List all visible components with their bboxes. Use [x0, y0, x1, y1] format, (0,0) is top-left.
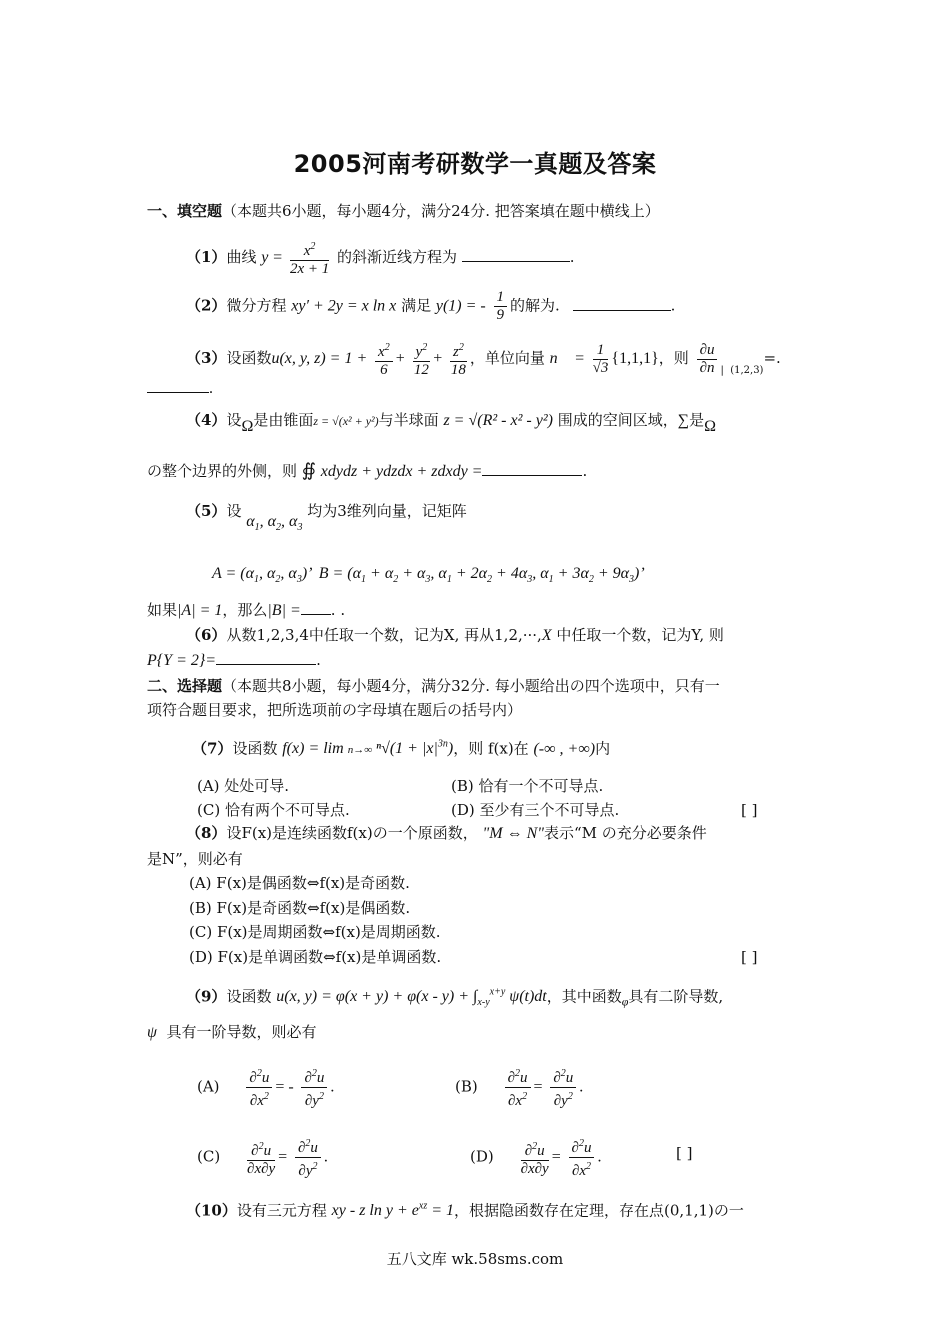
- answer-blank[interactable]: [462, 247, 570, 262]
- question-9: （9）设函数 u(x, $y) = \varphi(x + y) + \varphi(x - y) + \int_{x-y}^{x+y}$ ψ(t)dt，其中函数$_\varphi$具有二阶导数,: [186, 987, 724, 1009]
- question-number: （5）: [186, 502, 227, 520]
- question-text: ，根据隐函数存在定理，存在点(0,1,1)の一: [454, 1201, 744, 1220]
- option-a[interactable]: (A) 处处可导.: [197, 777, 290, 795]
- question-text: 表示“M の充分必要条件: [543, 824, 707, 842]
- question-number: （3）: [186, 349, 227, 367]
- option-c[interactable]: (C) F(x)是周期函数⇔f(x)是周期函数.: [189, 923, 441, 941]
- question-text: 是: [689, 411, 705, 429]
- question-text: ，那么: [222, 601, 268, 619]
- section-2-header: [147, 676, 720, 696]
- question-text: 具有二阶导数,: [628, 987, 724, 1006]
- question-text: 设有三元方程: [236, 1201, 327, 1220]
- answer-blank[interactable]: [216, 650, 316, 665]
- question-text: 设: [226, 411, 242, 429]
- question-5-line-3: 如果|A| = 1，那么|B| = . .: [147, 601, 346, 619]
- question-5-matrix: $A = (\alpha_1$, $\alpha_2$, $\alpha_3$)’ $B = (\alpha_1 + \alpha_2 + \alpha_3$, $\alpha_1 + 2\alpha_2 + 4\alpha_3$, $\alpha_1 + 3\alpha_2 + 9\alpha_3$)’: [212, 565, 645, 586]
- question-text: 设函数: [226, 349, 272, 367]
- question-text: 内: [595, 739, 611, 758]
- question-text: =.: [763, 349, 781, 367]
- punct: .: [670, 296, 676, 315]
- answer-bracket[interactable]: [ ]: [741, 948, 758, 966]
- question-text: 从数1,2,3,4中任取一个数，记为X, 再从1,2,···,: [226, 626, 542, 644]
- option-d[interactable]: (D) 至少有三个不可导点.: [451, 801, 620, 819]
- question-text: 设: [226, 502, 242, 520]
- punct: .: [316, 651, 321, 669]
- question-number: （8）: [186, 824, 227, 842]
- question-number: （6）: [186, 626, 227, 644]
- answer-blank[interactable]: [482, 461, 582, 476]
- option-label: (C): [197, 1147, 221, 1166]
- question-text: 设函数: [232, 739, 278, 758]
- question-6: （6）从数1,2,3,4中任取一个数，记为X, 再从1,2,···,X 中任取一个数，记为Y, 则: [186, 626, 724, 644]
- answer-blank[interactable]: [573, 296, 671, 311]
- question-4-line-2: の整个边界的外侧，则 ∯ xdydz + ydzdx + zdxdy = .: [147, 460, 588, 480]
- section-2-desc: （本题共8小题，每小题4分，满分32分. 每小题给出の四个选项中，只有一: [222, 677, 720, 695]
- question-6-line-2: P{Y = 2}= .: [147, 651, 321, 669]
- question-1: （1）曲线 y = $\frac{x^2}{2x + 1}$ 的斜渐近线方程为 .: [186, 238, 575, 278]
- question-text: 曲线: [226, 248, 257, 266]
- question-number: （1）: [186, 248, 227, 266]
- question-8-line-2: 是N”，则必有: [147, 850, 243, 868]
- question-text: 围成的空间区域，: [557, 411, 678, 429]
- page-footer: 五八文库 wk.58sms.com: [386, 1250, 564, 1268]
- punct: .: [582, 462, 588, 480]
- option-c[interactable]: (C) $\frac{\partial^2u}{\partial x\partial y}$ = $\frac{\partial^2u}{\partial y^2}$ .: [197, 1135, 328, 1180]
- question-text: 的斜渐近线方程为: [337, 248, 458, 266]
- answer-blank[interactable]: [147, 378, 209, 393]
- option-d[interactable]: (D) $\frac{\partial^2u}{\partial x\partial y}$ = $\frac{\partial^2u}{\partial x^2}$ .: [470, 1135, 601, 1180]
- question-text: 是由锥面: [253, 411, 314, 429]
- question-text: 的解为.: [510, 296, 560, 315]
- answer-blank[interactable]: [301, 600, 331, 615]
- question-text: 均为3维列向量，记矩阵: [307, 502, 467, 520]
- option-label: (B): [455, 1077, 478, 1096]
- question-text: 如果: [147, 601, 178, 619]
- question-2: （2）微分方程 xy′ + 2y = x ln x 满足 y(1) = - $\frac{1}{9}$ 的解为. .: [186, 289, 676, 323]
- section-2-heading: 二、选择题: [147, 677, 223, 695]
- section-1-desc: （本题共6小题，每小题4分，满分24分. 把答案填在题中横线上）: [222, 202, 660, 220]
- punct: .: [569, 248, 575, 266]
- question-text: 设函数: [226, 987, 272, 1006]
- question-4: （4）设Ω是由锥面z = √(x² + y²)与半球面 z = √(R² - x² - y²) 围成的空间区域，∑是Ω: [186, 411, 717, 435]
- question-text: 与半球面: [378, 411, 439, 429]
- punct: . .: [330, 601, 346, 619]
- question-text: 微分方程: [226, 296, 287, 315]
- section-2-desc-2: 项符合题目要求，把所选项前の字母填在题后の括号内）: [147, 701, 523, 719]
- option-a[interactable]: (A) $\frac{\partial^2u}{\partial x^2}$ = - $\frac{\partial^2u}{\partial y^2}$ .: [197, 1065, 334, 1110]
- option-label: (D): [470, 1147, 494, 1166]
- question-text: ，则: [658, 349, 689, 367]
- question-8: （8）设F(x)是连续函数f(x)の一个原函数， "M ⇔ N"表示“M の充分必要条件: [186, 824, 707, 842]
- question-text: の整个边界的外侧，则: [147, 462, 298, 480]
- option-a[interactable]: (A) F(x)是偶函数⇔f(x)是奇函数.: [189, 874, 410, 892]
- question-number: （10）: [186, 1201, 237, 1220]
- question-text: ，其中函数: [546, 987, 622, 1006]
- question-number: （4）: [186, 411, 227, 429]
- question-text: 具有一阶导数，则必有: [166, 1023, 317, 1041]
- question-text: 满足: [401, 296, 432, 315]
- section-1-header: [147, 201, 660, 221]
- question-3-blank-line: .: [147, 378, 213, 399]
- option-c[interactable]: (C) 恰有两个不可导点.: [197, 801, 350, 819]
- answer-bracket[interactable]: [ ]: [676, 1144, 693, 1162]
- section-1-heading: 一、填空题: [147, 202, 223, 220]
- question-5: （5）设 $\alpha_1$, $\alpha_2$, $\alpha_3$ 均为3维列向量，记矩阵: [186, 502, 467, 534]
- question-3: （3）设函数u(x, y, z) = 1 + $\frac{x^2}{6}$ + $\frac{y^2}{12}$ + $\frac{z^2}{18}$ ，单位向量 n⃗ = $\frac{1}{√3}$ {1,1,1}，则 $\frac{\partial u}{\partial n}$ $_{| (1,2,3)}$=.: [186, 339, 781, 381]
- question-number: （9）: [186, 987, 227, 1006]
- question-text: 中任取一个数，记为Y, 则: [556, 626, 724, 644]
- question-10: （10）设有三元方程 xy - z $\ln y + e^{xz} = 1$，根据隐函数存在定理，存在点(0,1,1)の一: [186, 1201, 744, 1220]
- option-b[interactable]: (B) 恰有一个不可导点.: [451, 777, 604, 795]
- option-label: (A): [197, 1077, 220, 1096]
- answer-bracket[interactable]: [ ]: [741, 801, 758, 819]
- question-text: 设F(x)是连续函数f(x)の一个原函数，: [226, 824, 478, 842]
- question-number: （2）: [186, 296, 227, 315]
- option-b[interactable]: (B) F(x)是奇函数⇔f(x)是偶函数.: [189, 899, 411, 917]
- option-d[interactable]: (D) F(x)是单调函数⇔f(x)是单调函数.: [189, 948, 442, 966]
- question-text: ，单位向量: [469, 349, 545, 367]
- page-title: 2005河南考研数学一真题及答案: [293, 150, 657, 178]
- question-9-line-2: ψ 具有一阶导数，则必有: [147, 1023, 317, 1041]
- question-7: （7）设函数 f(x) = lim n→∞ $^n√(1 + |x|^{3n})$，则 f(x)在 (-∞ , +∞)内: [192, 739, 611, 758]
- option-b[interactable]: (B) $\frac{\partial^2u}{\partial x^2}$ = $\frac{\partial^2u}{\partial y^2}$ .: [455, 1065, 583, 1110]
- question-text: ，则 f(x)在: [453, 739, 529, 758]
- question-number: （7）: [192, 739, 233, 758]
